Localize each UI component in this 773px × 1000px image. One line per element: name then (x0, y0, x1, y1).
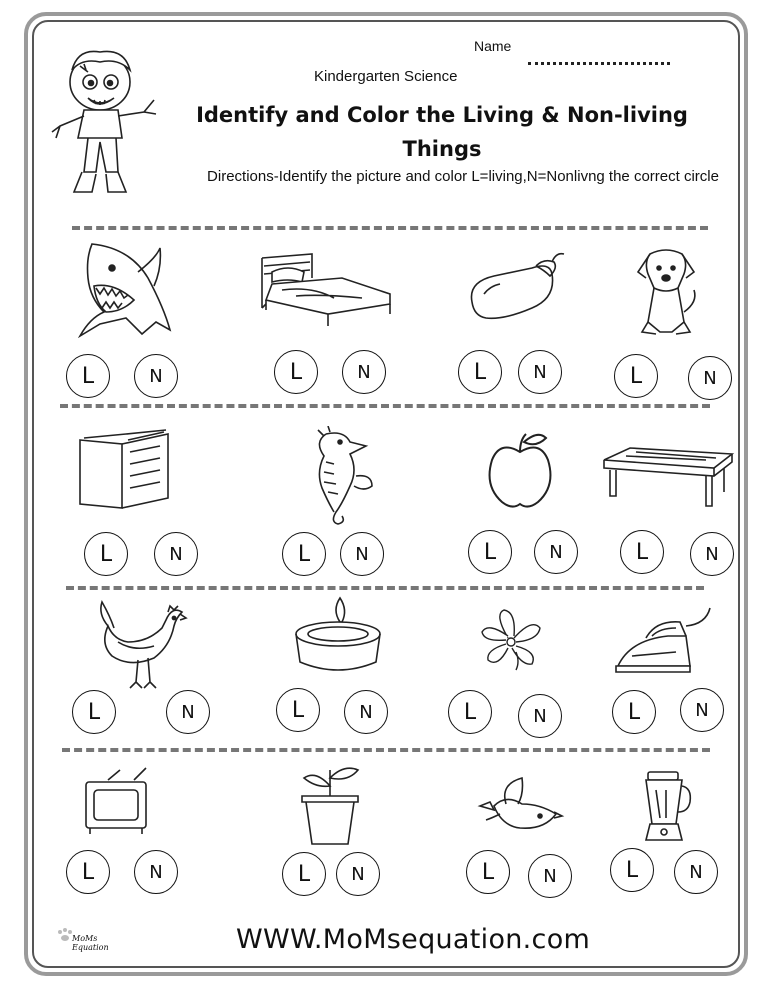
iron-icon (586, 604, 756, 704)
website-link[interactable]: WWW.MoMsequation.com (236, 924, 591, 955)
living-circle[interactable]: L (458, 350, 502, 394)
book-icon (56, 420, 226, 520)
directions-text: Directions-Identify the picture and color L=living,N=Nonlivng the correct circle (207, 168, 719, 185)
nonliving-circle[interactable]: N (134, 850, 178, 894)
logo-text: MoMs Equation (72, 934, 109, 952)
worksheet-item (432, 602, 602, 762)
dog-icon (590, 242, 760, 342)
potted-plant-icon (262, 766, 432, 866)
dashed-divider (72, 226, 708, 230)
living-circle[interactable]: L (276, 688, 320, 732)
living-circle[interactable]: L (468, 530, 512, 574)
nonliving-circle[interactable]: N (166, 690, 210, 734)
tv-icon (52, 766, 222, 866)
nonliving-circle[interactable]: N (518, 350, 562, 394)
living-circle[interactable]: L (448, 690, 492, 734)
shark-icon (30, 238, 200, 338)
name-field[interactable] (528, 62, 670, 65)
living-circle[interactable]: L (282, 532, 326, 576)
nonliving-circle[interactable]: N (340, 532, 384, 576)
worksheet-item (440, 770, 610, 930)
worksheet-item (246, 426, 416, 586)
worksheet-item (262, 596, 432, 756)
bed-icon (242, 238, 412, 338)
nonliving-circle[interactable]: N (688, 356, 732, 400)
worksheet-item (52, 766, 222, 926)
living-circle[interactable]: L (66, 850, 110, 894)
eggplant-icon (432, 238, 602, 338)
living-circle[interactable]: L (466, 850, 510, 894)
worksheet-title: Identify and Color the Living & Non-living Things (196, 103, 688, 161)
nonliving-circle[interactable]: N (680, 688, 724, 732)
nonliving-circle[interactable]: N (690, 532, 734, 576)
living-circle[interactable]: L (614, 354, 658, 398)
worksheet-item (262, 766, 432, 926)
zombie-mascot-illustration (48, 42, 178, 212)
nonliving-circle[interactable]: N (336, 852, 380, 896)
worksheet-item (432, 238, 602, 398)
subject-label: Kindergarten Science (314, 68, 458, 85)
nonliving-circle[interactable]: N (534, 530, 578, 574)
worksheet-item (586, 426, 756, 586)
living-circle[interactable]: L (72, 690, 116, 734)
table-icon (586, 426, 756, 526)
rooster-icon (58, 598, 228, 698)
living-circle[interactable]: L (612, 690, 656, 734)
flower-icon (432, 602, 602, 702)
name-label: Name (474, 38, 512, 54)
nonliving-circle[interactable]: N (518, 694, 562, 738)
nonliving-circle[interactable]: N (528, 854, 572, 898)
nonliving-circle[interactable]: N (154, 532, 198, 576)
living-circle[interactable]: L (610, 848, 654, 892)
worksheet-item (56, 420, 226, 580)
worksheet-item (590, 242, 760, 402)
worksheet-item (596, 768, 766, 928)
nonliving-circle[interactable]: N (674, 850, 718, 894)
nonliving-circle[interactable]: N (344, 690, 388, 734)
seahorse-icon (246, 426, 416, 526)
dashed-divider (66, 586, 704, 590)
living-circle[interactable]: L (84, 532, 128, 576)
nonliving-circle[interactable]: N (134, 354, 178, 398)
living-circle[interactable]: L (620, 530, 664, 574)
worksheet-item (242, 238, 412, 398)
candle-icon (262, 596, 432, 696)
dashed-divider (60, 404, 710, 408)
worksheet-item (586, 604, 756, 764)
bird-icon (440, 770, 610, 870)
worksheet-item (58, 598, 228, 758)
living-circle[interactable]: L (66, 354, 110, 398)
nonliving-circle[interactable]: N (342, 350, 386, 394)
worksheet-item (30, 238, 200, 398)
moms-equation-logo (56, 928, 136, 954)
living-circle[interactable]: L (274, 350, 318, 394)
living-circle[interactable]: L (282, 852, 326, 896)
